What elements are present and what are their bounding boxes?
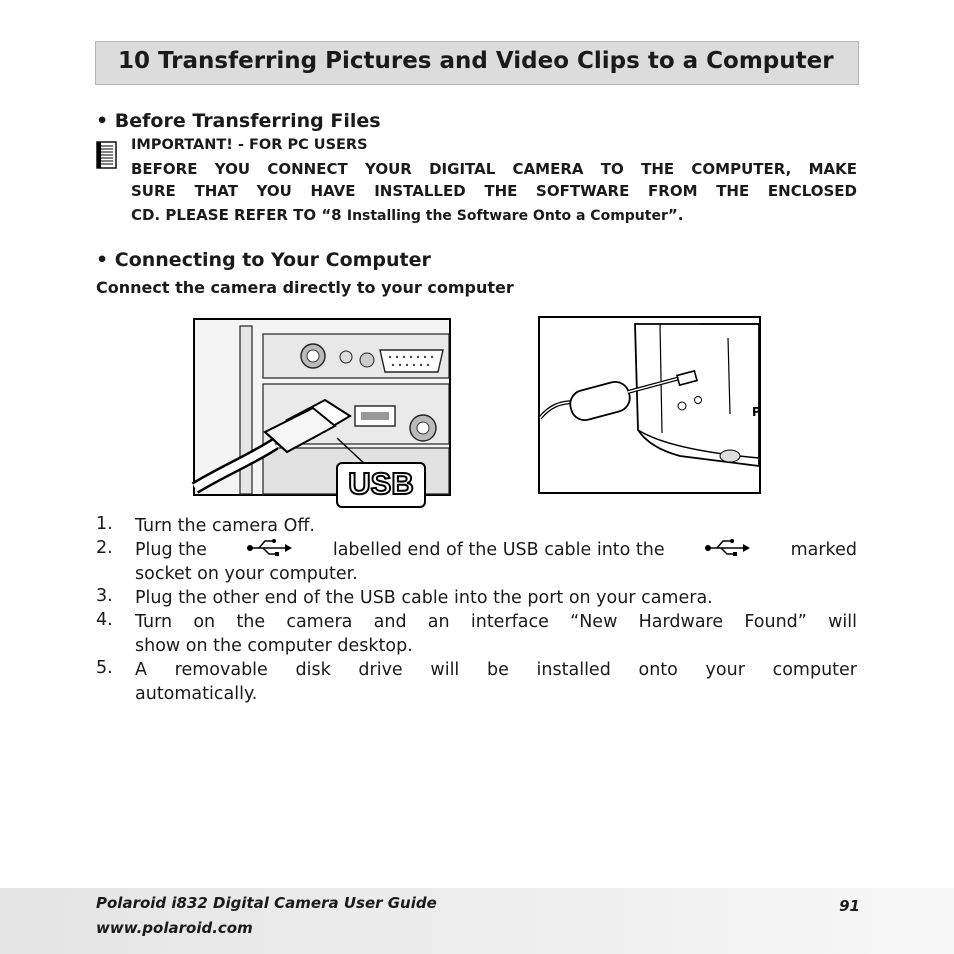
step-4-line-2: show on the computer desktop. [135,636,413,656]
note-line-3-end: ”. [667,206,684,224]
footer-website: www.polaroid.com [96,919,253,937]
footer-guide-title: Polaroid i832 Digital Camera User Guide [96,894,437,912]
step-2-text-c: marked [790,540,857,560]
svg-text:P: P [752,405,761,419]
step-2-line-1 [135,538,857,562]
step-1-text: Turn the camera Off. [135,516,315,536]
step-4-line-1: Turn on the camera and an interface “New Hardware Found” will [135,612,857,632]
section-subheading: Connect the camera directly to your computer [96,278,514,297]
step-1-number: 1. [96,514,113,534]
usb-label: USB [348,466,414,501]
step-2-text-b: labelled end of the USB cable into the [332,540,665,560]
step-5-line-2: automatically. [135,684,258,704]
step-4-number: 4. [96,610,113,630]
notepad-icon [96,140,120,170]
note-line-1: BEFORE YOU CONNECT YOUR DIGITAL CAMERA TO THE COMPUTER, MAKE [131,160,857,178]
section-heading-before-transferring: • Before Transferring Files [96,110,381,132]
step-3-text: Plug the other end of the USB cable into the port on your camera. [135,588,713,608]
figure-camera-usb-port [538,316,761,494]
step-5-number: 5. [96,658,113,678]
step-5-line-1: A removable disk drive will be installed onto your computer [135,660,857,680]
section-heading-connecting: • Connecting to Your Computer [96,249,431,271]
note-line-3-reference: Installing the Software Onto a Computer [346,208,668,224]
step-2-text-a: Plug the [135,540,207,560]
step-3-number: 3. [96,586,113,606]
step-2-number: 2. [96,538,113,558]
note-line-3 [131,206,683,224]
usb-symbol-icon [247,538,293,562]
note-title: IMPORTANT! - FOR PC USERS [131,137,368,153]
usb-symbol-icon [705,538,751,562]
note-line-2: SURE THAT YOU HAVE INSTALLED THE SOFTWARE FROM THE ENCLOSED [131,182,857,200]
step-2-line-2: socket on your computer. [135,564,358,584]
note-line-3-start: CD. PLEASE REFER TO “8 [131,206,347,224]
page-number: 91 [839,897,860,915]
page-title: 10 Transferring Pictures and Video Clips to a Computer [118,48,834,74]
